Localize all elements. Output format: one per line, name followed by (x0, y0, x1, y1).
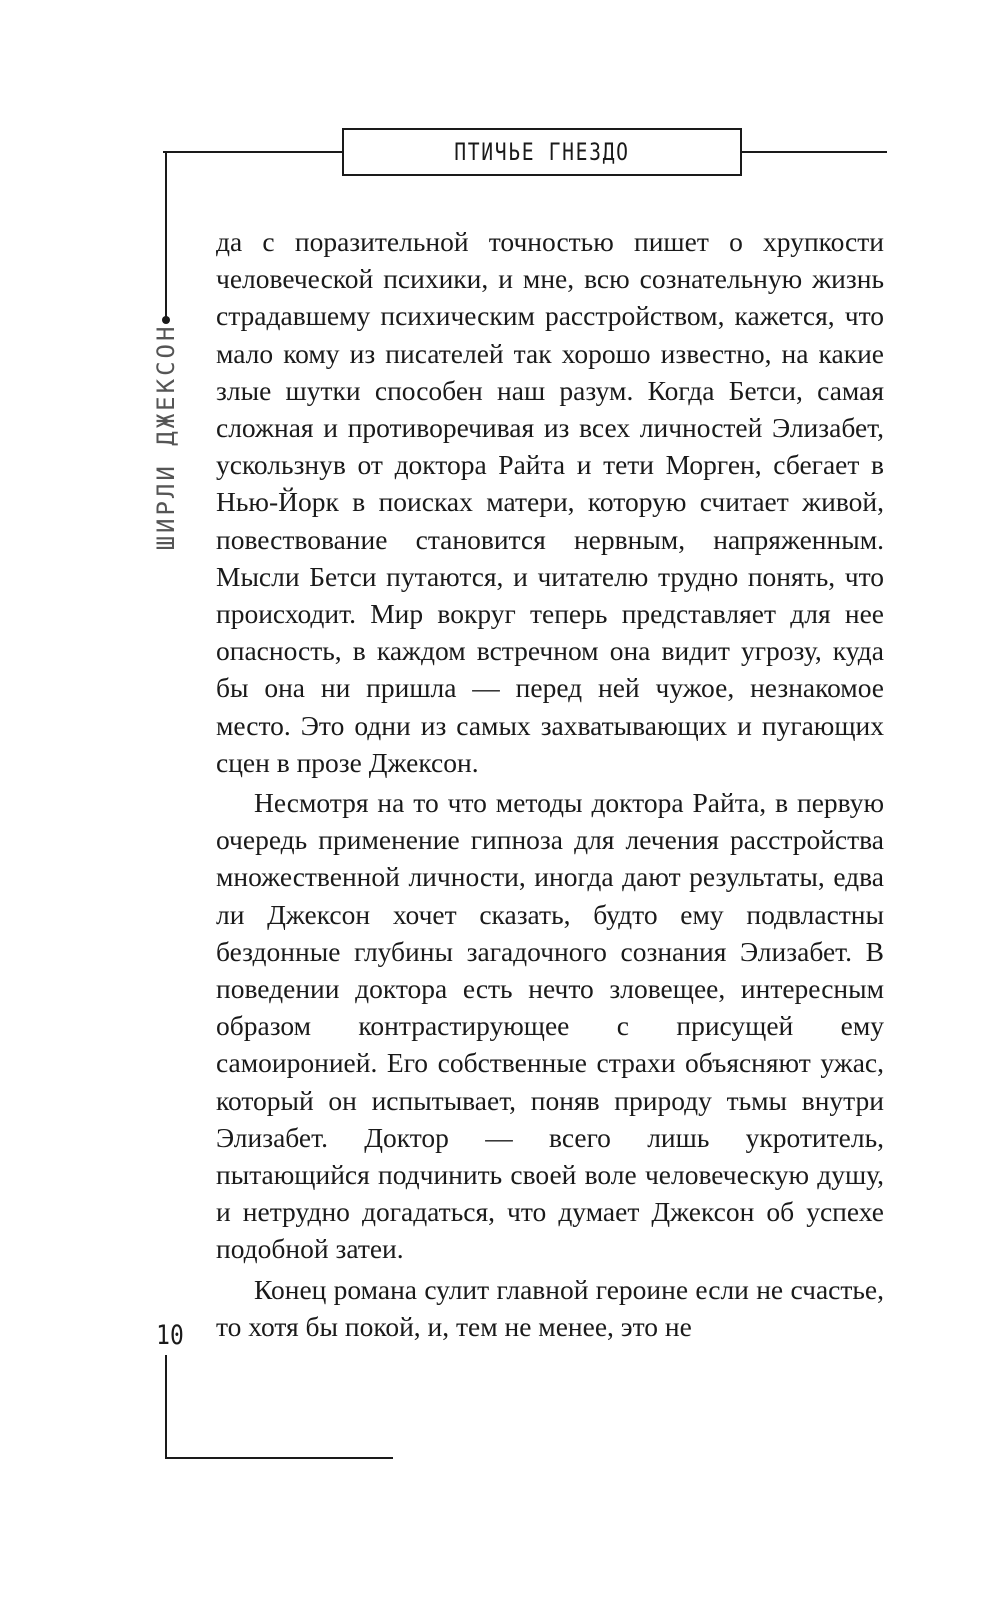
side-rule-top (165, 151, 167, 319)
side-rule-bottom (165, 1355, 167, 1459)
author-name-vertical: ШИРЛИ ДЖЕКСОН (152, 323, 180, 551)
paragraph-continued: да с поразительной точностью пишет о хрупкости человеческой психики, и мне, всю сознательную жизнь страдавшему психическим расстройством, кажется, что мало кому из писателей так хорошо известно, на какие злые шутки способен наш разум. Когда Бетси, самая сложная и противоречивая из всех личностей Элизабет, ускользнув от доктора Райта и тети Морген, сбегает в Нью-Йорк в поисках матери, которую считает живой, повествование становится нервным, напряженным. Мысли Бетси путаются, и читателю трудно понять, что происходит. Мир вокруг теперь представляет для нее опасность, в каждом встречном она видит угрозу, куда бы она ни пришла — перед ней чужое, незнакомое место. Это одни из самых захватывающих и пугающих сцен в прозе Джексон. (216, 226, 884, 778)
footer-rule (165, 1457, 393, 1459)
page-number: 10 (156, 1320, 184, 1351)
running-header (342, 128, 742, 176)
paragraph: Несмотря на то что методы доктора Райта, в первую очередь применение гипноза для лечения расстройства множественной личности, иногда дают результаты, едва ли Джексон хочет сказать, будто ему подвластны бездонные глубины загадочного сознания Элизабет. В поведении доктора есть нечто зловещее, интересным образом контрастирующее с присущей ему самоиронией. Его собственные страхи объясняют ужас, который он испытывает, поняв природу тьмы внутри Элизабет. Доктор — всего лишь укротитель, пытающийся подчинить своей воле человеческую душу, и нетрудно догадаться, что думает Джексон об успехе подобной затеи. (216, 787, 884, 1265)
header-rule-left (163, 151, 342, 153)
paragraph: Конец романа сулит главной героине если не счастье, то хотя бы покой, и, тем не менее, это не (216, 1273, 884, 1342)
body-text (216, 223, 884, 1345)
header-rule-right (742, 151, 887, 153)
running-title: ПТИЧЬЕ ГНЕЗДО (454, 138, 630, 166)
